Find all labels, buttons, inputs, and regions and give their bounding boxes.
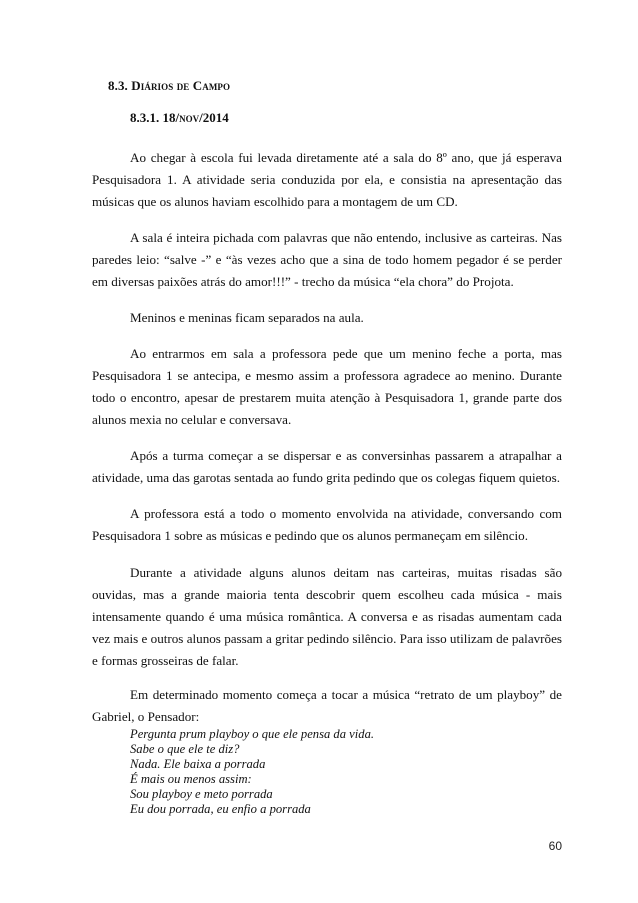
section-heading: 8.3. Diários de Campo	[108, 78, 231, 93]
paragraph-text: A sala é inteira pichada com palavras que não entendo, inclusive as carteiras. Nas paredes leio: “salve -” e “às vezes acho que a sina de todo homem pegador é se perder em diversas paixões atrás do amor!!!” - trecho da música “ela chora” do Projota.	[92, 230, 562, 289]
paragraph	[92, 562, 562, 672]
paragraph-text: A professora está a todo o momento envolvida na atividade, conversando com Pesquisadora 1 sobre as músicas e pedindo que os alunos permaneçam em silêncio.	[92, 506, 562, 543]
paragraph	[92, 147, 562, 213]
paragraph	[92, 343, 562, 431]
lyric-line: Nada. Ele baixa a porrada	[130, 757, 266, 771]
lyric-line: Sabe o que ele te diz?	[130, 742, 240, 756]
paragraph	[92, 684, 562, 728]
paragraph-text: Ao chegar à escola fui levada diretamente até a sala do 8º ano, que já esperava Pesquisadora 1. A atividade seria conduzida por ela, e consistia na apresentação das músicas que os alunos haviam escolhido para a montagem de um CD.	[92, 150, 562, 209]
paragraph	[92, 503, 562, 547]
paragraph	[92, 307, 562, 329]
paragraph	[92, 227, 562, 293]
paragraph-text: Em determinado momento começa a tocar a música “retrato de um playboy” de Gabriel, o Pensador:	[92, 687, 562, 724]
lyric-line: Eu dou porrada, eu enfio a porrada	[130, 802, 311, 816]
paragraph	[92, 445, 562, 489]
paragraph-text: Ao entrarmos em sala a professora pede que um menino feche a porta, mas Pesquisadora 1 se antecipa, e mesmo assim a professora agradece ao menino. Durante todo o encontro, apesar de prestarem muita atenção à Pesquisadora 1, grande parte dos alunos mexia no celular e conversava.	[92, 346, 562, 427]
lyric-line: Sou playboy e meto porrada	[130, 787, 273, 801]
paragraph-text: Após a turma começar a se dispersar e as conversinhas passarem a atrapalhar a atividade, uma das garotas sentada ao fundo grita pedindo que os colegas fiquem quietos.	[92, 448, 562, 485]
lyric-line: É mais ou menos assim:	[130, 772, 252, 786]
song-lyrics-quote	[130, 727, 374, 817]
paragraph-text: Meninos e meninas ficam separados na aula.	[130, 310, 364, 325]
lyric-line: Pergunta prum playboy o que ele pensa da vida.	[130, 727, 375, 741]
paragraph-text: Durante a atividade alguns alunos deitam nas carteiras, muitas risadas são ouvidas, mas a grande maioria tenta descobrir quem escolheu cada música - mais intensamente quando é uma música romântica. A conversa e as risadas aumentam cada vez mais e outros alunos passam a gritar pedindo silêncio. Para isso utilizam de palavrões e formas grosseiras de falar.	[92, 565, 562, 668]
page-number: 60	[548, 839, 562, 853]
subsection-heading: 8.3.1. 18/nov/2014	[130, 110, 229, 125]
